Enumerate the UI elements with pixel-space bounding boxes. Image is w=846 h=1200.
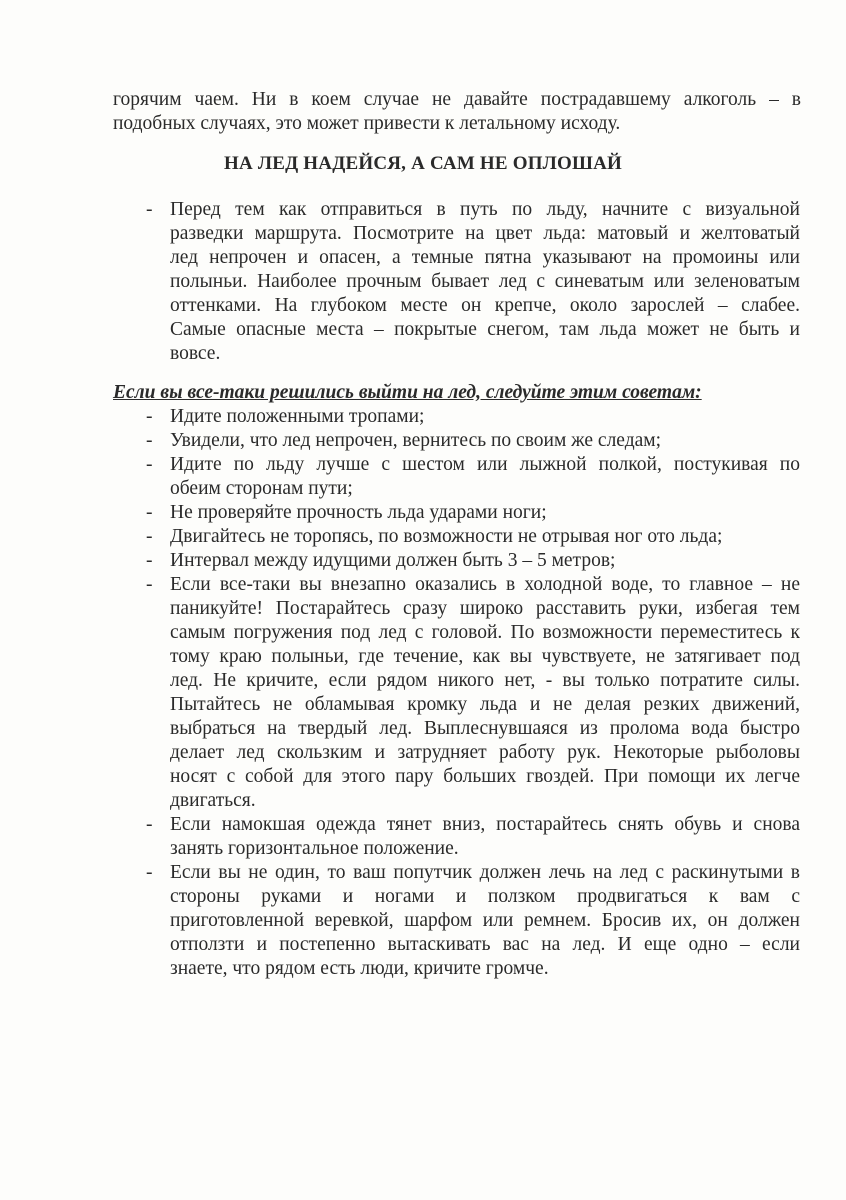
text-line: стороны руками и ногами и ползком продвигаться к вам с bbox=[170, 886, 800, 907]
bullet-dash: - bbox=[146, 454, 153, 475]
text-line: Если вы не один, то ваш попутчик должен лечь на лед с раскинутыми в bbox=[170, 862, 800, 883]
list-item bbox=[146, 501, 800, 525]
text-line: Пытайтесь не обламывая кромку льда и не делая резких движений, bbox=[170, 694, 800, 715]
text-line: Идите положенными тропами; bbox=[170, 406, 425, 427]
bullet-dash: - bbox=[146, 862, 153, 883]
bullet-dash: - bbox=[146, 574, 153, 595]
list-item bbox=[146, 453, 800, 501]
text-line: Если все-таки вы внезапно оказались в холодной воде, то главное – не bbox=[170, 574, 800, 595]
text-line: Идите по льду лучше с шестом или лыжной полкой, постукивая по bbox=[170, 454, 800, 475]
list-item-text bbox=[170, 861, 800, 981]
text-line: делает лед скользким и затрудняет работу рук. Некоторые рыболовы bbox=[170, 742, 800, 763]
list-item-text bbox=[170, 501, 800, 525]
bullet-dash: - bbox=[146, 526, 153, 547]
tips-list bbox=[146, 405, 800, 981]
bullet-dash: - bbox=[146, 199, 153, 220]
text-line: Самые опасные места – покрытые снегом, там льда может не быть и bbox=[170, 319, 800, 340]
list-item bbox=[146, 405, 800, 429]
list-item bbox=[146, 861, 800, 981]
text-line: двигаться. bbox=[170, 790, 256, 811]
list-item bbox=[146, 429, 800, 453]
list-item bbox=[146, 573, 800, 813]
list-item bbox=[146, 525, 800, 549]
text-line: выбраться на твердый лед. Выплеснувшаяся из пролома вода быстро bbox=[170, 718, 800, 739]
list-item-text bbox=[170, 549, 800, 573]
text-line: оттенками. На глубоком месте он крепче, около зарослей – слабее. bbox=[170, 295, 800, 316]
subheading: Если вы все-таки решились выйти на лед, следуйте этим советам: bbox=[113, 382, 702, 403]
intro-paragraph bbox=[113, 88, 801, 136]
list-item-text bbox=[170, 405, 800, 429]
list-item-text bbox=[170, 573, 800, 813]
list-item bbox=[146, 813, 800, 861]
list-item-text bbox=[170, 429, 800, 453]
text-line: подобных случаях, это может привести к летальному исходу. bbox=[113, 113, 621, 134]
text-line: занять горизонтальное положение. bbox=[170, 838, 459, 859]
text-line: лед. Не кричите, если рядом никого нет, - вы только потратите силы. bbox=[170, 670, 800, 691]
text-line: Двигайтесь не торопясь, по возможности не отрывая ног ото льда; bbox=[170, 526, 723, 547]
text-line: паникуйте! Постарайтесь сразу широко расставить руки, избегая тем bbox=[170, 598, 800, 619]
list-item-text bbox=[170, 453, 800, 501]
text-line: Увидели, что лед непрочен, вернитесь по своим же следам; bbox=[170, 430, 662, 451]
bullet-dash: - bbox=[146, 550, 153, 571]
intro-bullet bbox=[146, 198, 800, 366]
list-item bbox=[146, 549, 800, 573]
text-line: самым погружения под лед с головой. По возможности переместитесь к bbox=[170, 622, 800, 643]
list-item-text bbox=[170, 525, 800, 549]
text-line: тому краю полыньи, где течение, как вы чувствуете, не затягивает под bbox=[170, 646, 800, 667]
text-line: Если намокшая одежда тянет вниз, постарайтесь снять обувь и снова bbox=[170, 814, 800, 835]
bullet-dash: - bbox=[146, 502, 153, 523]
bullet-dash: - bbox=[146, 406, 153, 427]
text-line: носят с собой для этого пару больших гвоздей. При помощи их легче bbox=[170, 766, 800, 787]
text-line: знаете, что рядом есть люди, кричите громче. bbox=[170, 958, 549, 979]
text-line: Интервал между идущими должен быть 3 – 5 метров; bbox=[170, 550, 616, 571]
text-line: горячим чаем. Ни в коем случае не давайте пострадавшему алкоголь – в bbox=[113, 89, 801, 110]
text-line: полыньи. Наиболее прочным бывает лед с синеватым или зеленоватым bbox=[170, 271, 800, 292]
list-item-text bbox=[170, 813, 800, 861]
text-line: обеим сторонам пути; bbox=[170, 478, 353, 499]
text-line: приготовленной веревкой, шарфом или ремнем. Бросив их, он должен bbox=[170, 910, 800, 931]
bullet-dash: - bbox=[146, 814, 153, 835]
text-line: лед непрочен и опасен, а темные пятна указывают на промоины или bbox=[170, 247, 800, 268]
text-line: Не проверяйте прочность льда ударами ноги; bbox=[170, 502, 547, 523]
list-item-text bbox=[170, 198, 800, 366]
text-line: Перед тем как отправиться в путь по льду, начните с визуальной bbox=[170, 199, 800, 220]
text-line: отползти и постепенно вытаскивать вас на лед. И еще одно – если bbox=[170, 934, 800, 955]
text-line: разведки маршрута. Посмотрите на цвет льда: матовый и желтоватый bbox=[170, 223, 800, 244]
section-title: НА ЛЕД НАДЕЙСЯ, А САМ НЕ ОПЛОШАЙ bbox=[224, 153, 622, 174]
list-item bbox=[146, 198, 800, 366]
bullet-dash: - bbox=[146, 430, 153, 451]
text-line: вовсе. bbox=[170, 343, 221, 364]
